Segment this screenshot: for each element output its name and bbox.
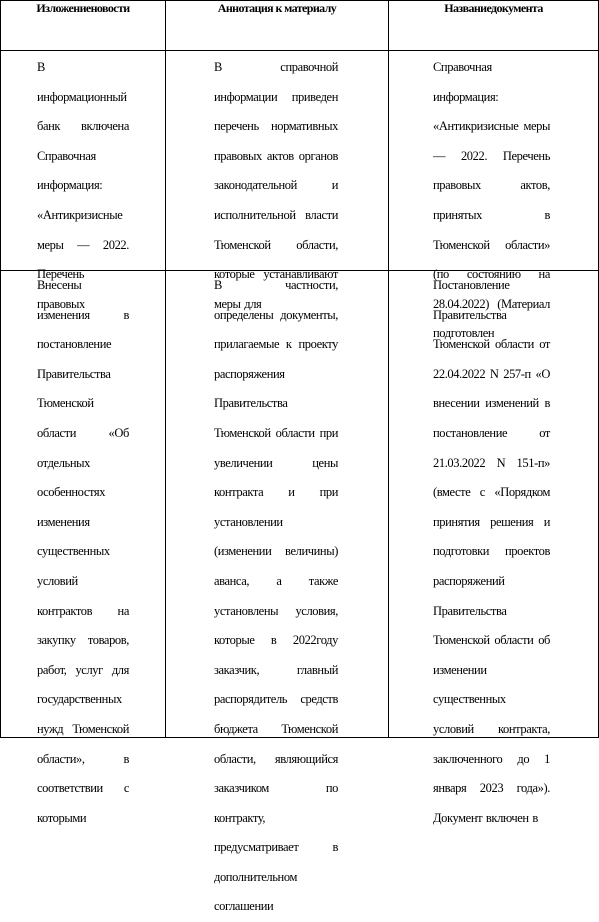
header-annotation: Аннотация к материалу — [166, 1, 389, 51]
annotation-text: В справочной информации приведен перечень нормативных правовых актов органов законодательной и исполнительной власти Тюменской области, которые устанавливают меры для — [214, 60, 338, 311]
table-cell — [389, 271, 599, 825]
table-header-row — [1, 1, 599, 51]
news-summary-text: В информационный банк включена Справочная информация: «Антикризисные меры — 2022. Перечень правовых — [37, 60, 129, 311]
table-row — [1, 51, 599, 271]
header-document-title: Названиедокумента — [389, 1, 599, 51]
document-title-text: Постановление Правительства Тюменской области от 22.04.2022 N 257-п «О внесении изменений в постановление от 21.03.2022 N 151-п» (вместе с «Порядком принятия решения и подготовки проектов распоряжений Правительства Тюменской области об изменении существенных условий контракта, заключенного до 1 января 2023 года»). Документ включен в — [433, 278, 550, 825]
table-cell — [389, 51, 599, 341]
header-news-summary: Изложениеновости — [1, 1, 166, 51]
table-row — [1, 271, 599, 738]
table-cell — [166, 271, 389, 914]
table-cell — [1, 51, 166, 311]
news-summary-text: Внесены изменения в постановление Правительства Тюменской области «Об отдельных особенностях изменения существенных условий контрактов на закупку товаров, работ, услуг для государственных нужд Тюменской области», в соответствии с которыми — [37, 278, 129, 825]
annotation-text: В частности, определены документы, прилагаемые к проекту распоряжения Правительства Тюменской области при увеличении цены контракта и при установлении (изменении величины) аванса, а также установлены условия, которые в 2022году заказчик, главный распорядитель средств бюджета Тюменской области, являющийся заказчиком по контракту, предусматривает в дополнительном соглашении — [214, 278, 338, 914]
table-cell — [166, 51, 389, 311]
table-cell — [1, 271, 166, 825]
document-title-text: Справочная информация: «Антикризисные меры — 2022. Перечень правовых актов, принятых в Тюменской области» (по состоянию на 28.04.2022) (Материал подготовлен — [433, 60, 550, 341]
